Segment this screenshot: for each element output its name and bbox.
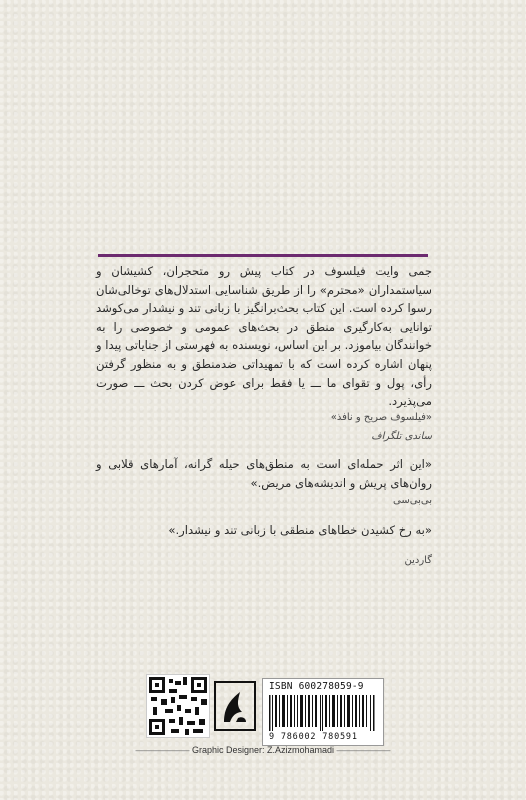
barcode-number: 9 786002 780591 [269,732,358,742]
divider-rule [98,254,428,257]
review2-quote: «این اثر حمله‌ای است به منطق‌های حیله گرانه، آمارهای قلابی و روان‌های پریش و اندیشه‌های مریض.» [96,457,432,490]
barcode-bars [269,695,377,731]
qr-code-icon[interactable] [146,674,210,738]
review3-quote: «به رخ کشیدن خطاهای منطقی با زبانی تند و نیشدار.» [168,523,432,537]
isbn-label: ISBN 600278059-9 [269,681,364,692]
isbn-barcode [262,678,384,746]
review2-source: بی‌بی‌سی [393,495,432,506]
review3-source: گاردین [404,555,432,566]
review1-quote: «فیلسوف صریح و نافذ» [330,412,432,423]
designer-credit: —————— Graphic Designer: Z.Azizmohamadi —————— [135,745,391,755]
book-description: جمی وایت فیلسوف در کتاب پیش رو متحجران، کشیشان و سیاستمداران «محترم» را از طریق شناسایی استدلال‌های توخالی‌شان رسوا کرده است. این کتاب بحث‌برانگیز با زبانی تند و نیشدار می‌کوشد توانایی به‌کارگیری منطق در بحث‌های عمومی و خصوصی را به خوانندگان بیاموزد. بر این اساس، نویسنده به فهرستی از جنایاتی پیدا و پنهان اشاره کرده است که با تمهیداتی ضدمنطق و به منظور گرفتن رأی، پول و تقوای ما ـــ یا فقط برای عوض کردن بحث ـــ صورت می‌پذیرد. [96,264,432,409]
publisher-logo-icon [212,678,258,734]
designer-credit-text: Graphic Designer: Z.Azizmohamadi [191,745,335,755]
review1-source: ساندی تلگراف [371,431,432,442]
